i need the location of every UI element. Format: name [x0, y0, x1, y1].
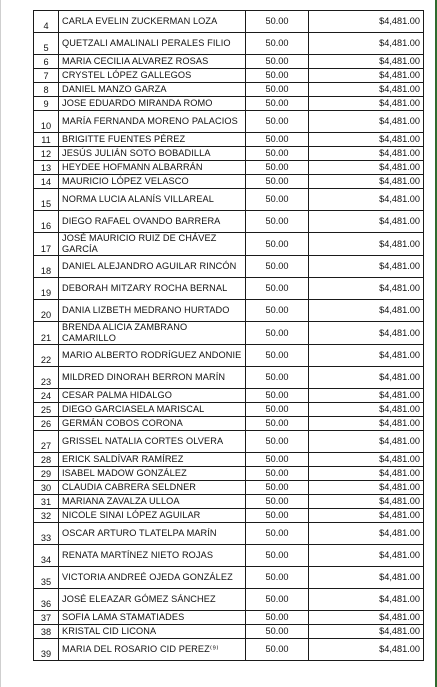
roster-body [34, 11, 424, 661]
quantity-cell: 50.00 [246, 639, 309, 661]
row-number: 30 [34, 481, 59, 495]
amount-cell: $4,481.00 [309, 389, 424, 403]
beneficiary-name: MARIANA ZAVALZA ULLOA [59, 495, 246, 509]
row-number: 17 [34, 233, 59, 256]
table-row [34, 175, 424, 189]
amount-cell: $4,481.00 [309, 417, 424, 431]
row-number: 39 [34, 639, 59, 661]
amount-cell: $4,481.00 [309, 256, 424, 278]
beneficiary-name: SOFIA LAMA STAMATIADES [59, 611, 246, 625]
amount-cell: $4,481.00 [309, 175, 424, 189]
table-row [34, 300, 424, 322]
beneficiary-name: DANIA LIZBETH MEDRANO HURTADO [59, 300, 246, 322]
table-row [34, 453, 424, 467]
quantity-cell: 50.00 [246, 322, 309, 345]
row-number: 29 [34, 467, 59, 481]
beneficiary-name: MARIA DEL ROSARIO CID PEREZ⁽⁹⁾ [59, 639, 246, 661]
beneficiary-name: JOSE EDUARDO MIRANDA ROMO [59, 97, 246, 111]
beneficiary-name: KRISTAL CID LICONA [59, 625, 246, 639]
quantity-cell: 50.00 [246, 495, 309, 509]
beneficiary-name: NICOLE SINAI LÓPEZ AGUILAR [59, 509, 246, 523]
table-row [34, 495, 424, 509]
row-number: 34 [34, 545, 59, 567]
beneficiary-name: CESAR PALMA HIDALGO [59, 389, 246, 403]
row-number: 28 [34, 453, 59, 467]
beneficiary-name: BRIGITTE FUENTES PÉREZ [59, 133, 246, 147]
table-row [34, 83, 424, 97]
amount-cell: $4,481.00 [309, 69, 424, 83]
row-number: 4 [34, 11, 59, 33]
quantity-cell: 50.00 [246, 133, 309, 147]
amount-cell: $4,481.00 [309, 211, 424, 233]
quantity-cell: 50.00 [246, 611, 309, 625]
row-number: 31 [34, 495, 59, 509]
quantity-cell: 50.00 [246, 256, 309, 278]
beneficiary-name: ERICK SALDÍVAR RAMÍREZ [59, 453, 246, 467]
quantity-cell: 50.00 [246, 161, 309, 175]
row-number: 35 [34, 567, 59, 589]
row-number: 32 [34, 509, 59, 523]
amount-cell: $4,481.00 [309, 322, 424, 345]
page-edge-left [0, 0, 1, 687]
table-row [34, 509, 424, 523]
table-row [34, 639, 424, 661]
quantity-cell: 50.00 [246, 97, 309, 111]
row-number: 8 [34, 83, 59, 97]
table-row [34, 69, 424, 83]
beneficiary-name: DANIEL ALEJANDRO AGUILAR RINCÓN [59, 256, 246, 278]
amount-cell: $4,481.00 [309, 367, 424, 389]
beneficiary-name: ISABEL MADOW GONZÁLEZ [59, 467, 246, 481]
row-number: 25 [34, 403, 59, 417]
beneficiary-name: GERMÁN COBOS CORONA [59, 417, 246, 431]
table-row [34, 278, 424, 300]
quantity-cell: 50.00 [246, 367, 309, 389]
amount-cell: $4,481.00 [309, 147, 424, 161]
quantity-cell: 50.00 [246, 523, 309, 545]
row-number: 15 [34, 189, 59, 211]
beneficiary-name: DIEGO GARCIASELA MARISCAL [59, 403, 246, 417]
amount-cell: $4,481.00 [309, 523, 424, 545]
payment-roster-table [33, 10, 424, 661]
row-number: 36 [34, 589, 59, 611]
beneficiary-name: QUETZALI AMALINALI PERALES FILIO [59, 33, 246, 55]
row-number: 20 [34, 300, 59, 322]
quantity-cell: 50.00 [246, 389, 309, 403]
row-number: 21 [34, 322, 59, 345]
row-number: 38 [34, 625, 59, 639]
beneficiary-name: DANIEL MANZO GARZA [59, 83, 246, 97]
quantity-cell: 50.00 [246, 175, 309, 189]
table-row [34, 147, 424, 161]
row-number: 13 [34, 161, 59, 175]
row-number: 37 [34, 611, 59, 625]
row-number: 18 [34, 256, 59, 278]
beneficiary-name: MARIA CECILIA ALVAREZ ROSAS [59, 55, 246, 69]
row-number: 11 [34, 133, 59, 147]
beneficiary-name: MARIO ALBERTO RODRÍGUEZ ANDONIE [59, 345, 246, 367]
table-row [34, 97, 424, 111]
beneficiary-name: CLAUDIA CABRERA SELDNER [59, 481, 246, 495]
quantity-cell: 50.00 [246, 467, 309, 481]
quantity-cell: 50.00 [246, 509, 309, 523]
amount-cell: $4,481.00 [309, 133, 424, 147]
quantity-cell: 50.00 [246, 55, 309, 69]
beneficiary-name: MILDRED DINORAH BERRON MARÍN [59, 367, 246, 389]
quantity-cell: 50.00 [246, 545, 309, 567]
amount-cell: $4,481.00 [309, 481, 424, 495]
table-row [34, 161, 424, 175]
row-number: 19 [34, 278, 59, 300]
amount-cell: $4,481.00 [309, 567, 424, 589]
amount-cell: $4,481.00 [309, 300, 424, 322]
beneficiary-name: GRISSEL NATALIA CORTES OLVERA [59, 431, 246, 453]
quantity-cell: 50.00 [246, 625, 309, 639]
table-row [34, 345, 424, 367]
table-row [34, 233, 424, 256]
table-row [34, 133, 424, 147]
beneficiary-name: DEBORAH MITZARY ROCHA BERNAL [59, 278, 246, 300]
table-row [34, 523, 424, 545]
table-row [34, 481, 424, 495]
amount-cell: $4,481.00 [309, 403, 424, 417]
table-row [34, 467, 424, 481]
quantity-cell: 50.00 [246, 481, 309, 495]
row-number: 14 [34, 175, 59, 189]
amount-cell: $4,481.00 [309, 345, 424, 367]
quantity-cell: 50.00 [246, 589, 309, 611]
amount-cell: $4,481.00 [309, 111, 424, 133]
beneficiary-name: VICTORIA ANDREÉ OJEDA GONZÁLEZ [59, 567, 246, 589]
quantity-cell: 50.00 [246, 189, 309, 211]
beneficiary-name: JOSÉ ELEAZAR GÓMEZ SÁNCHEZ [59, 589, 246, 611]
amount-cell: $4,481.00 [309, 589, 424, 611]
quantity-cell: 50.00 [246, 417, 309, 431]
table-row [34, 403, 424, 417]
table-row [34, 545, 424, 567]
beneficiary-name: DIEGO RAFAEL OVANDO BARRERA [59, 211, 246, 233]
amount-cell: $4,481.00 [309, 161, 424, 175]
beneficiary-name: JESÚS JULIÁN SOTO BOBADILLA [59, 147, 246, 161]
table-row [34, 111, 424, 133]
table-row [34, 55, 424, 69]
row-number: 7 [34, 69, 59, 83]
table-row [34, 431, 424, 453]
row-number: 10 [34, 111, 59, 133]
beneficiary-name: CRYSTEL LÓPEZ GALLEGOS [59, 69, 246, 83]
table-row [34, 611, 424, 625]
quantity-cell: 50.00 [246, 69, 309, 83]
beneficiary-name: NORMA LUCIA ALANÍS VILLAREAL [59, 189, 246, 211]
beneficiary-name: BRENDA ALICIA ZAMBRANO CAMARILLO [59, 322, 246, 345]
table-row [34, 389, 424, 403]
amount-cell: $4,481.00 [309, 495, 424, 509]
beneficiary-name: RENATA MARTÍNEZ NIETO ROJAS [59, 545, 246, 567]
row-number: 9 [34, 97, 59, 111]
amount-cell: $4,481.00 [309, 233, 424, 256]
table-row [34, 33, 424, 55]
row-number: 26 [34, 417, 59, 431]
amount-cell: $4,481.00 [309, 97, 424, 111]
amount-cell: $4,481.00 [309, 625, 424, 639]
row-number: 27 [34, 431, 59, 453]
row-number: 24 [34, 389, 59, 403]
quantity-cell: 50.00 [246, 33, 309, 55]
table-row [34, 567, 424, 589]
row-number: 6 [34, 55, 59, 69]
amount-cell: $4,481.00 [309, 467, 424, 481]
beneficiary-name: HEYDEE HOFMANN ALBARRÁN [59, 161, 246, 175]
row-number: 22 [34, 345, 59, 367]
amount-cell: $4,481.00 [309, 278, 424, 300]
quantity-cell: 50.00 [246, 345, 309, 367]
table-row [34, 417, 424, 431]
amount-cell: $4,481.00 [309, 611, 424, 625]
row-number: 12 [34, 147, 59, 161]
quantity-cell: 50.00 [246, 233, 309, 256]
quantity-cell: 50.00 [246, 211, 309, 233]
table-row [34, 322, 424, 345]
quantity-cell: 50.00 [246, 567, 309, 589]
amount-cell: $4,481.00 [309, 55, 424, 69]
quantity-cell: 50.00 [246, 83, 309, 97]
amount-cell: $4,481.00 [309, 431, 424, 453]
quantity-cell: 50.00 [246, 300, 309, 322]
beneficiary-name: JOSÉ MAURICIO RUIZ DE CHÁVEZ GARCÍA [59, 233, 246, 256]
row-number: 16 [34, 211, 59, 233]
amount-cell: $4,481.00 [309, 509, 424, 523]
table-row [34, 11, 424, 33]
amount-cell: $4,481.00 [309, 453, 424, 467]
quantity-cell: 50.00 [246, 278, 309, 300]
amount-cell: $4,481.00 [309, 33, 424, 55]
table-row [34, 211, 424, 233]
quantity-cell: 50.00 [246, 453, 309, 467]
quantity-cell: 50.00 [246, 11, 309, 33]
quantity-cell: 50.00 [246, 147, 309, 161]
amount-cell: $4,481.00 [309, 189, 424, 211]
row-number: 23 [34, 367, 59, 389]
table-row [34, 256, 424, 278]
row-number: 33 [34, 523, 59, 545]
beneficiary-name: MAURICIO LÓPEZ VELASCO [59, 175, 246, 189]
amount-cell: $4,481.00 [309, 639, 424, 661]
table-row [34, 625, 424, 639]
quantity-cell: 50.00 [246, 403, 309, 417]
amount-cell: $4,481.00 [309, 11, 424, 33]
beneficiary-name: OSCAR ARTURO TLATELPA MARÍN [59, 523, 246, 545]
quantity-cell: 50.00 [246, 431, 309, 453]
amount-cell: $4,481.00 [309, 545, 424, 567]
amount-cell: $4,481.00 [309, 83, 424, 97]
beneficiary-name: MARÍA FERNANDA MORENO PALACIOS [59, 111, 246, 133]
table-row [34, 367, 424, 389]
beneficiary-name: CARLA EVELIN ZUCKERMAN LOZA [59, 11, 246, 33]
quantity-cell: 50.00 [246, 111, 309, 133]
row-number: 5 [34, 33, 59, 55]
table-row [34, 589, 424, 611]
table-row [34, 189, 424, 211]
